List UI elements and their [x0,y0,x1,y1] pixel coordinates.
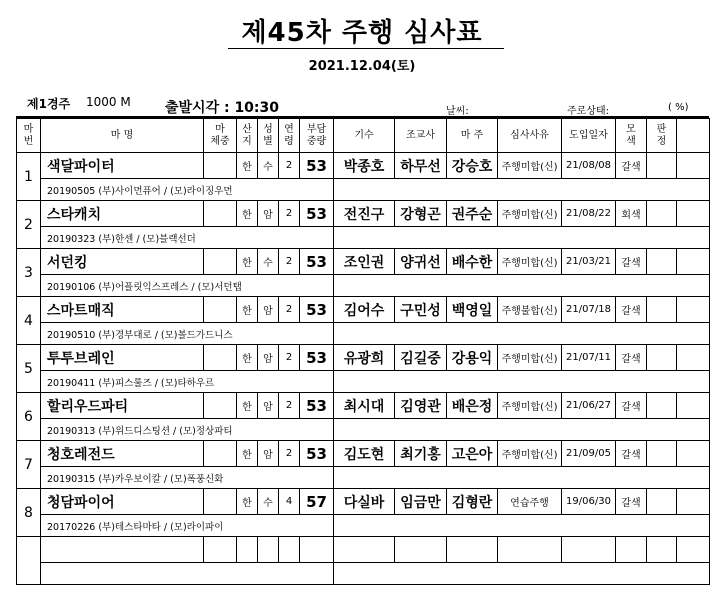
header-weight: 마 체중 [204,119,237,153]
blank-cell [395,537,447,563]
entry-jockey: 박종호 [334,153,395,179]
entry-import-date: 21/03/21 [562,249,616,275]
pedigree: 20190106 (부)어플릿익스프레스 / (모)서던탭 [41,275,334,297]
header-row [17,119,710,153]
entry-sex: 암 [258,393,279,419]
blank-cell [258,537,279,563]
entry-origin: 한 [237,249,258,275]
entry-reason: 주행미합(신) [498,249,562,275]
entry-reason: 주행미합(신) [498,153,562,179]
header-age: 연 령 [279,119,300,153]
entry-import-date: 21/09/05 [562,441,616,467]
entry-jockey: 김어수 [334,297,395,323]
entry-extra [677,297,710,323]
entry-burden: 53 [300,345,334,371]
blank-cell [334,537,395,563]
horse-weight [204,201,237,227]
pedigree-blank [334,515,710,537]
entry-jockey: 최시대 [334,393,395,419]
entry-burden: 53 [300,201,334,227]
header-no: 마 번 [17,119,41,153]
blank-cell [300,537,334,563]
pedigree: 20190323 (부)한센 / (모)블랙선더 [41,227,334,249]
header-owner: 마 주 [447,119,498,153]
entry-burden: 53 [300,153,334,179]
entry-trainer: 구민성 [395,297,447,323]
entry-owner: 강용익 [447,345,498,371]
horse-weight [204,441,237,467]
pedigree-blank [334,371,710,393]
header-import-date: 도입일자 [562,119,616,153]
entry-pedigree-row [17,467,710,489]
entry-reason: 주행미합(신) [498,441,562,467]
horse-weight [204,489,237,515]
horse-name: 청호레전드 [41,441,204,467]
blank-row [17,563,710,585]
entry-number: 6 [17,393,41,441]
horse-name: 색달파이터 [41,153,204,179]
blank-cell [334,563,710,585]
entry-owner: 백영일 [447,297,498,323]
entry-owner: 배은정 [447,393,498,419]
entry-owner: 김형란 [447,489,498,515]
header-horse: 마 명 [41,119,204,153]
entry-trainer: 하무선 [395,153,447,179]
entry-age: 2 [279,249,300,275]
race-date: 2021.12.04(토) [308,59,416,74]
entry-age: 2 [279,345,300,371]
horse-weight [204,393,237,419]
entry-origin: 한 [237,441,258,467]
entry-color: 갈색 [616,249,647,275]
entry-verdict [647,297,677,323]
entry-import-date: 21/08/22 [562,201,616,227]
blank-cell [677,537,710,563]
header-trainer: 조교사 [395,119,447,153]
entry-row [17,345,710,371]
blank-cell [41,563,334,585]
header-verdict: 판 정 [647,119,677,153]
entry-extra [677,249,710,275]
entry-verdict [647,441,677,467]
entry-origin: 한 [237,489,258,515]
pedigree-blank [334,275,710,297]
entry-jockey: 김도현 [334,441,395,467]
entry-jockey: 조인권 [334,249,395,275]
entry-trainer: 강형곤 [395,201,447,227]
entry-pedigree-row [17,371,710,393]
entry-pedigree-row [17,419,710,441]
horse-weight [204,249,237,275]
entry-age: 2 [279,441,300,467]
entry-number: 1 [17,153,41,201]
entry-origin: 한 [237,201,258,227]
pedigree: 20190505 (부)사이먼퓨어 / (모)라이징우먼 [41,179,334,201]
track-condition-label: 주로상태: [567,106,610,117]
entry-reason: 주행미합(신) [498,345,562,371]
entry-color: 회색 [616,201,647,227]
entry-extra [677,441,710,467]
entry-row [17,393,710,419]
page-title: 제45차 주행 심사표 [241,18,483,48]
header-color: 모 색 [616,119,647,153]
entry-color: 갈색 [616,441,647,467]
entry-row [17,249,710,275]
blank-cell [41,537,204,563]
entry-verdict [647,153,677,179]
entry-number: 7 [17,441,41,489]
entry-origin: 한 [237,297,258,323]
entry-table [16,118,710,585]
entry-trainer: 양귀선 [395,249,447,275]
entry-jockey: 다실바 [334,489,395,515]
header-burden: 부담 중량 [300,119,334,153]
pedigree: 20190510 (부)경부대로 / (모)볼드가드니스 [41,323,334,345]
pedigree: 20190313 (부)위드디스팅션 / (모)정상파티 [41,419,334,441]
entry-number: 8 [17,489,41,537]
entry-origin: 한 [237,153,258,179]
pedigree: 20190315 (부)카우보이칼 / (모)폭풍신화 [41,467,334,489]
pedigree-blank [334,179,710,201]
entry-owner: 배수한 [447,249,498,275]
race-number: 제1경주 [27,97,71,111]
blank-cell [616,537,647,563]
entry-pedigree-row [17,515,710,537]
horse-weight [204,153,237,179]
race-distance: 1000 M [86,95,131,109]
entry-extra [677,345,710,371]
entry-import-date: 21/08/08 [562,153,616,179]
entry-sex: 수 [258,249,279,275]
entry-sex: 암 [258,441,279,467]
entry-color: 갈색 [616,297,647,323]
blank-cell [237,537,258,563]
entry-sex: 수 [258,153,279,179]
entry-row [17,153,710,179]
entry-owner: 강승호 [447,153,498,179]
horse-name: 서던킹 [41,249,204,275]
horse-name: 할리우드파티 [41,393,204,419]
entry-sex: 암 [258,201,279,227]
title-underline [228,48,504,49]
header-extra [677,119,710,153]
blank-cell [447,537,498,563]
entry-burden: 57 [300,489,334,515]
entry-verdict [647,345,677,371]
header-sex: 성 별 [258,119,279,153]
entry-burden: 53 [300,441,334,467]
entry-sex: 암 [258,297,279,323]
blank-cell [562,537,616,563]
entry-row [17,441,710,467]
blank-cell [279,537,300,563]
entry-row [17,297,710,323]
entry-number: 5 [17,345,41,393]
entry-origin: 한 [237,345,258,371]
horse-name: 스마트매직 [41,297,204,323]
blank-cell [204,537,237,563]
entry-age: 2 [279,393,300,419]
entry-number: 4 [17,297,41,345]
entry-row [17,489,710,515]
pedigree-blank [334,227,710,249]
entry-owner: 권주순 [447,201,498,227]
entry-number: 2 [17,201,41,249]
blank-cell [647,537,677,563]
blank-row [17,537,710,563]
entry-origin: 한 [237,393,258,419]
entry-color: 갈색 [616,345,647,371]
entry-verdict [647,249,677,275]
entry-age: 4 [279,489,300,515]
blank-cell [17,537,41,585]
entry-age: 2 [279,297,300,323]
entry-reason: 연습주행 [498,489,562,515]
entry-verdict [647,201,677,227]
entry-pedigree-row [17,227,710,249]
weather-label: 날씨: [446,106,469,117]
entry-import-date: 21/06/27 [562,393,616,419]
entry-pedigree-row [17,323,710,345]
entry-verdict [647,489,677,515]
entry-import-date: 21/07/18 [562,297,616,323]
entry-extra [677,393,710,419]
entry-color: 갈색 [616,393,647,419]
entry-import-date: 19/06/30 [562,489,616,515]
pedigree: 20190411 (부)피스룰즈 / (모)타하우르 [41,371,334,393]
entry-reason: 주행미합(신) [498,201,562,227]
entry-color: 갈색 [616,153,647,179]
entry-pedigree-row [17,179,710,201]
header-reason: 심사사유 [498,119,562,153]
entry-trainer: 최기홍 [395,441,447,467]
horse-name: 투투브레인 [41,345,204,371]
entry-age: 2 [279,153,300,179]
pedigree-blank [334,323,710,345]
header-origin: 산 지 [237,119,258,153]
entry-owner: 고은아 [447,441,498,467]
header-jockey: 기수 [334,119,395,153]
entry-jockey: 전진구 [334,201,395,227]
entry-burden: 53 [300,393,334,419]
entry-extra [677,489,710,515]
entry-sex: 수 [258,489,279,515]
horse-name: 스타캐치 [41,201,204,227]
entry-number: 3 [17,249,41,297]
pedigree-blank [334,467,710,489]
entry-burden: 53 [300,249,334,275]
entry-burden: 53 [300,297,334,323]
pedigree-blank [334,419,710,441]
entry-reason: 주행미합(신) [498,393,562,419]
entry-sex: 암 [258,345,279,371]
horse-weight [204,345,237,371]
entry-trainer: 김길중 [395,345,447,371]
pedigree: 20170226 (부)테스타마타 / (모)라이파이 [41,515,334,537]
entry-extra [677,201,710,227]
entry-trainer: 임금만 [395,489,447,515]
entry-trainer: 김영관 [395,393,447,419]
blank-cell [498,537,562,563]
entry-extra [677,153,710,179]
horse-name: 청담파이어 [41,489,204,515]
entry-reason: 주행불합(신) [498,297,562,323]
entry-import-date: 21/07/11 [562,345,616,371]
entry-row [17,201,710,227]
start-time: 출발시각 : 10:30 [165,100,280,116]
entry-age: 2 [279,201,300,227]
track-moisture: ( %) [668,102,689,113]
entry-pedigree-row [17,275,710,297]
horse-weight [204,297,237,323]
entry-verdict [647,393,677,419]
entry-color: 갈색 [616,489,647,515]
entry-jockey: 유광희 [334,345,395,371]
